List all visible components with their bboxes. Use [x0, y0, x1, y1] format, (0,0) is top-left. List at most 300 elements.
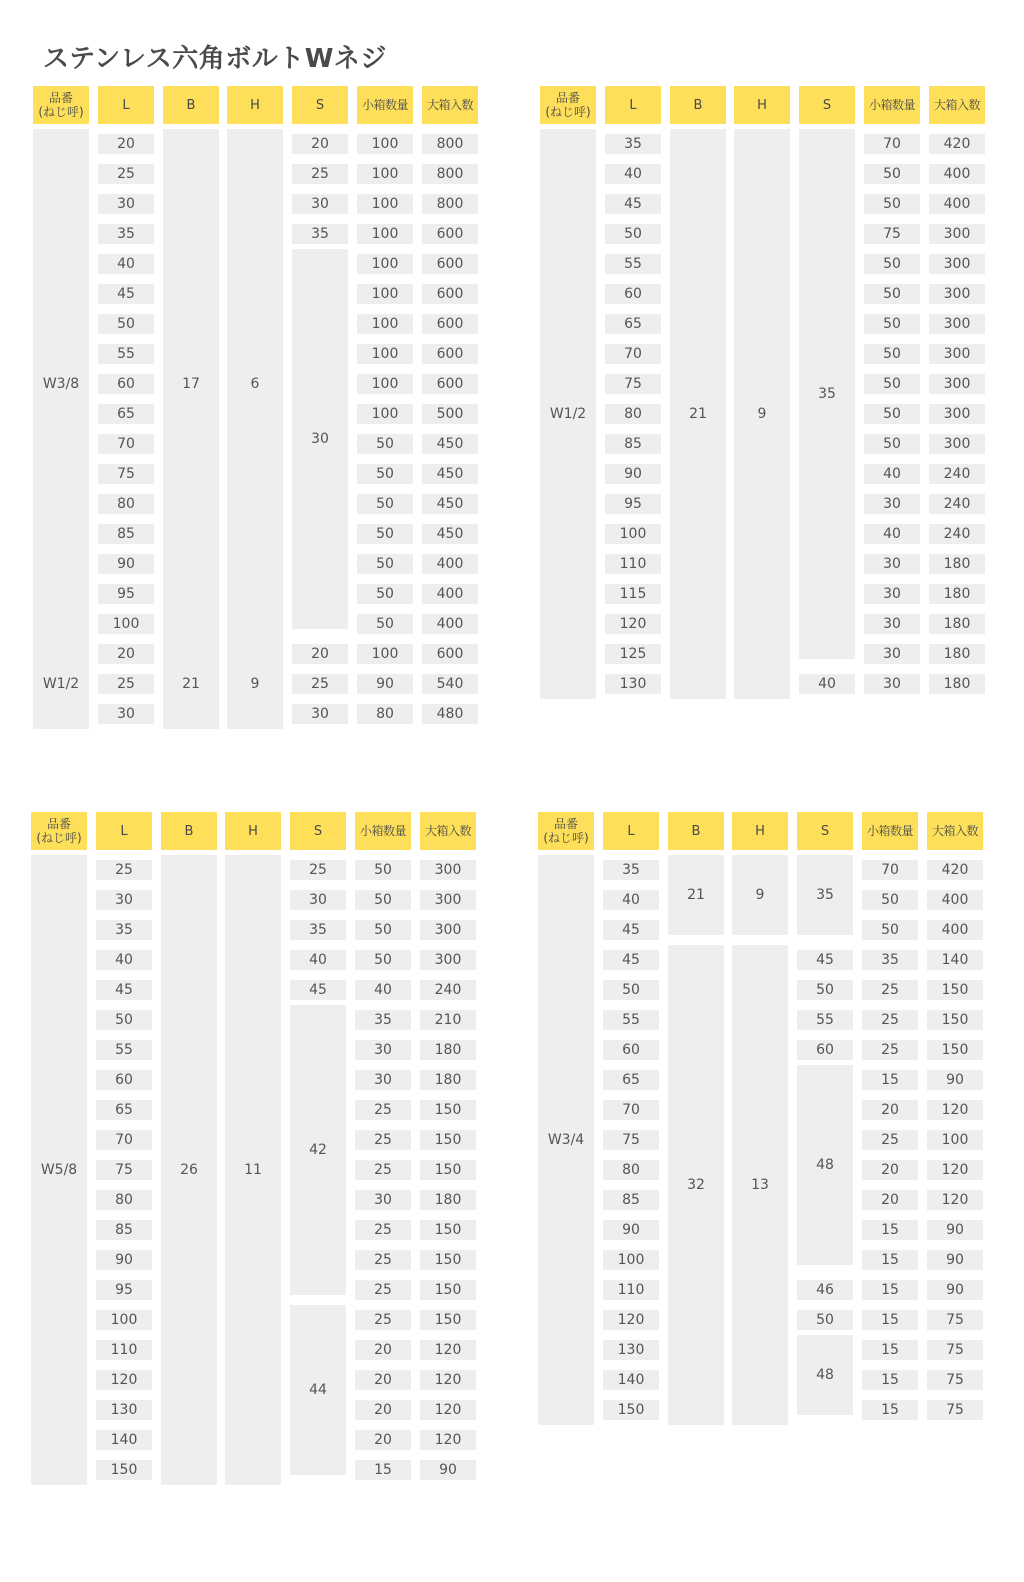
small-box-qty-cell: 15 — [862, 1070, 918, 1090]
length-cell: 130 — [605, 674, 661, 694]
dimension-h-cell: 9 — [227, 639, 283, 729]
small-box-qty-cell: 50 — [864, 254, 920, 274]
header-s: S — [292, 86, 348, 124]
small-box-qty-cell: 35 — [862, 950, 918, 970]
header-part-number-line2: (ねじ呼) — [38, 105, 84, 119]
length-cell: 90 — [605, 464, 661, 484]
length-cell: 130 — [603, 1340, 659, 1360]
length-cell: 55 — [98, 344, 154, 364]
header-h: H — [225, 812, 281, 850]
small-box-qty-cell: 25 — [355, 1310, 411, 1330]
small-box-qty-cell: 15 — [862, 1400, 918, 1420]
length-cell: 85 — [98, 524, 154, 544]
small-box-qty-cell: 40 — [355, 980, 411, 1000]
length-cell: 70 — [605, 344, 661, 364]
thread-length-s-cell: 42 — [290, 1005, 346, 1295]
small-box-qty-cell: 25 — [355, 1250, 411, 1270]
large-box-qty-cell: 400 — [929, 164, 985, 184]
small-box-qty-cell: 15 — [355, 1460, 411, 1480]
thread-length-s-cell: 50 — [797, 1310, 853, 1330]
small-box-qty-cell: 30 — [355, 1040, 411, 1060]
large-box-qty-cell: 540 — [422, 674, 478, 694]
header-part-number-line1: 品番 — [553, 817, 578, 831]
large-box-qty-cell: 400 — [422, 614, 478, 634]
length-cell: 85 — [603, 1190, 659, 1210]
small-box-qty-cell: 25 — [355, 1220, 411, 1240]
large-box-qty-cell: 400 — [927, 920, 983, 940]
thread-length-s-cell: 35 — [797, 855, 853, 935]
large-box-qty-cell: 600 — [422, 644, 478, 664]
dimension-b-cell: 21 — [163, 639, 219, 729]
length-cell: 140 — [96, 1430, 152, 1450]
dimension-b-cell: 21 — [670, 129, 726, 699]
length-cell: 75 — [605, 374, 661, 394]
large-box-qty-cell: 150 — [420, 1160, 476, 1180]
large-box-qty-cell: 800 — [422, 134, 478, 154]
large-box-qty-cell: 300 — [929, 404, 985, 424]
small-box-qty-cell: 100 — [357, 134, 413, 154]
thread-length-s-cell: 20 — [292, 644, 348, 664]
large-box-qty-cell: 90 — [927, 1070, 983, 1090]
length-cell: 45 — [603, 920, 659, 940]
small-box-qty-cell: 100 — [357, 284, 413, 304]
length-cell: 115 — [605, 584, 661, 604]
part-number-cell: W3/4 — [538, 855, 594, 1425]
header-b: B — [670, 86, 726, 124]
length-cell: 130 — [96, 1400, 152, 1420]
header-large-box-qty: 大箱入数 — [927, 812, 983, 850]
length-cell: 120 — [605, 614, 661, 634]
large-box-qty-cell: 600 — [422, 344, 478, 364]
header-h: H — [227, 86, 283, 124]
large-box-qty-cell: 400 — [422, 584, 478, 604]
small-box-qty-cell: 75 — [864, 224, 920, 244]
large-box-qty-cell: 180 — [929, 584, 985, 604]
large-box-qty-cell: 600 — [422, 254, 478, 274]
header-s: S — [290, 812, 346, 850]
small-box-qty-cell: 40 — [864, 464, 920, 484]
large-box-qty-cell: 150 — [420, 1250, 476, 1270]
header-l: L — [603, 812, 659, 850]
small-box-qty-cell: 25 — [355, 1160, 411, 1180]
length-cell: 25 — [98, 674, 154, 694]
length-cell: 80 — [96, 1190, 152, 1210]
length-cell: 50 — [98, 314, 154, 334]
thread-length-s-cell: 35 — [290, 920, 346, 940]
length-cell: 80 — [98, 494, 154, 514]
header-small-box-qty: 小箱数量 — [357, 86, 413, 124]
header-small-box-qty: 小箱数量 — [864, 86, 920, 124]
small-box-qty-cell: 30 — [355, 1190, 411, 1210]
part-number-cell: W1/2 — [540, 129, 596, 699]
length-cell: 35 — [605, 134, 661, 154]
small-box-qty-cell: 35 — [355, 1010, 411, 1030]
length-cell: 65 — [96, 1100, 152, 1120]
length-cell: 60 — [98, 374, 154, 394]
dimension-h-cell: 9 — [734, 129, 790, 699]
small-box-qty-cell: 50 — [355, 920, 411, 940]
small-box-qty-cell: 40 — [864, 524, 920, 544]
small-box-qty-cell: 50 — [864, 404, 920, 424]
length-cell: 45 — [603, 950, 659, 970]
large-box-qty-cell: 90 — [927, 1250, 983, 1270]
thread-length-s-cell: 40 — [799, 674, 855, 694]
length-cell: 55 — [96, 1040, 152, 1060]
thread-length-s-cell: 48 — [797, 1065, 853, 1265]
thread-length-s-cell: 35 — [292, 224, 348, 244]
small-box-qty-cell: 100 — [357, 224, 413, 244]
large-box-qty-cell: 400 — [929, 194, 985, 214]
large-box-qty-cell: 400 — [927, 890, 983, 910]
small-box-qty-cell: 20 — [862, 1100, 918, 1120]
length-cell: 75 — [96, 1160, 152, 1180]
length-cell: 45 — [98, 284, 154, 304]
length-cell: 60 — [96, 1070, 152, 1090]
large-box-qty-cell: 180 — [420, 1070, 476, 1090]
length-cell: 85 — [605, 434, 661, 454]
length-cell: 85 — [96, 1220, 152, 1240]
small-box-qty-cell: 50 — [864, 164, 920, 184]
header-h: H — [734, 86, 790, 124]
large-box-qty-cell: 180 — [929, 674, 985, 694]
header-b: B — [668, 812, 724, 850]
large-box-qty-cell: 75 — [927, 1400, 983, 1420]
length-cell: 110 — [605, 554, 661, 574]
small-box-qty-cell: 20 — [862, 1190, 918, 1210]
large-box-qty-cell: 800 — [422, 194, 478, 214]
dimension-b-cell: 26 — [161, 855, 217, 1485]
length-cell: 50 — [96, 1010, 152, 1030]
small-box-qty-cell: 15 — [862, 1310, 918, 1330]
small-box-qty-cell: 50 — [357, 524, 413, 544]
thread-length-s-cell: 25 — [292, 164, 348, 184]
small-box-qty-cell: 70 — [864, 134, 920, 154]
large-box-qty-cell: 300 — [420, 950, 476, 970]
thread-length-s-cell: 30 — [290, 890, 346, 910]
length-cell: 80 — [603, 1160, 659, 1180]
large-box-qty-cell: 240 — [420, 980, 476, 1000]
dimension-b-cell: 21 — [668, 855, 724, 935]
small-box-qty-cell: 20 — [355, 1400, 411, 1420]
header-l: L — [605, 86, 661, 124]
length-cell: 70 — [603, 1100, 659, 1120]
header-s: S — [799, 86, 855, 124]
large-box-qty-cell: 180 — [420, 1040, 476, 1060]
large-box-qty-cell: 240 — [929, 494, 985, 514]
large-box-qty-cell: 600 — [422, 314, 478, 334]
length-cell: 45 — [96, 980, 152, 1000]
large-box-qty-cell: 150 — [927, 1040, 983, 1060]
header-part-number — [540, 86, 596, 124]
small-box-qty-cell: 25 — [355, 1100, 411, 1120]
length-cell: 100 — [605, 524, 661, 544]
part-number-cell: W3/8 — [33, 129, 89, 639]
header-part-number-line2: (ねじ呼) — [36, 831, 82, 845]
small-box-qty-cell: 15 — [862, 1220, 918, 1240]
small-box-qty-cell: 50 — [357, 614, 413, 634]
large-box-qty-cell: 240 — [929, 524, 985, 544]
length-cell: 100 — [603, 1250, 659, 1270]
header-large-box-qty: 大箱入数 — [422, 86, 478, 124]
dimension-h-cell: 13 — [732, 945, 788, 1425]
large-box-qty-cell: 75 — [927, 1370, 983, 1390]
thread-length-s-cell: 40 — [290, 950, 346, 970]
small-box-qty-cell: 30 — [864, 494, 920, 514]
thread-length-s-cell: 25 — [290, 860, 346, 880]
small-box-qty-cell: 100 — [357, 644, 413, 664]
thread-length-s-cell: 44 — [290, 1305, 346, 1475]
length-cell: 120 — [96, 1370, 152, 1390]
large-box-qty-cell: 120 — [420, 1430, 476, 1450]
large-box-qty-cell: 150 — [420, 1280, 476, 1300]
length-cell: 75 — [98, 464, 154, 484]
small-box-qty-cell: 50 — [357, 434, 413, 454]
small-box-qty-cell: 100 — [357, 344, 413, 364]
large-box-qty-cell: 150 — [420, 1220, 476, 1240]
large-box-qty-cell: 450 — [422, 464, 478, 484]
large-box-qty-cell: 120 — [927, 1160, 983, 1180]
large-box-qty-cell: 300 — [929, 374, 985, 394]
page-title: ステンレス六角ボルトWネジ — [43, 44, 387, 74]
large-box-qty-cell: 150 — [420, 1130, 476, 1150]
large-box-qty-cell: 300 — [929, 314, 985, 334]
small-box-qty-cell: 50 — [357, 494, 413, 514]
header-small-box-qty: 小箱数量 — [355, 812, 411, 850]
length-cell: 25 — [96, 860, 152, 880]
length-cell: 30 — [98, 704, 154, 724]
length-cell: 125 — [605, 644, 661, 664]
small-box-qty-cell: 70 — [862, 860, 918, 880]
large-box-qty-cell: 90 — [420, 1460, 476, 1480]
small-box-qty-cell: 50 — [355, 890, 411, 910]
large-box-qty-cell: 180 — [929, 614, 985, 634]
header-part-number — [538, 812, 594, 850]
large-box-qty-cell: 300 — [929, 434, 985, 454]
large-box-qty-cell: 300 — [420, 920, 476, 940]
thread-length-s-cell: 46 — [797, 1280, 853, 1300]
header-part-number-line1: 品番 — [48, 91, 73, 105]
small-box-qty-cell: 25 — [862, 1040, 918, 1060]
small-box-qty-cell: 50 — [864, 374, 920, 394]
small-box-qty-cell: 20 — [355, 1340, 411, 1360]
small-box-qty-cell: 25 — [355, 1130, 411, 1150]
thread-length-s-cell: 20 — [292, 134, 348, 154]
length-cell: 65 — [605, 314, 661, 334]
header-s: S — [797, 812, 853, 850]
large-box-qty-cell: 300 — [420, 890, 476, 910]
small-box-qty-cell: 30 — [355, 1070, 411, 1090]
header-large-box-qty: 大箱入数 — [420, 812, 476, 850]
length-cell: 90 — [96, 1250, 152, 1270]
small-box-qty-cell: 80 — [357, 704, 413, 724]
large-box-qty-cell: 120 — [927, 1100, 983, 1120]
header-part-number — [33, 86, 89, 124]
length-cell: 95 — [98, 584, 154, 604]
large-box-qty-cell: 180 — [929, 554, 985, 574]
small-box-qty-cell: 50 — [864, 314, 920, 334]
small-box-qty-cell: 25 — [862, 1130, 918, 1150]
header-part-number-line2: (ねじ呼) — [543, 831, 589, 845]
large-box-qty-cell: 450 — [422, 434, 478, 454]
length-cell: 50 — [603, 980, 659, 1000]
small-box-qty-cell: 30 — [864, 644, 920, 664]
small-box-qty-cell: 50 — [355, 860, 411, 880]
dimension-h-cell: 6 — [227, 129, 283, 639]
length-cell: 140 — [603, 1370, 659, 1390]
small-box-qty-cell: 50 — [862, 890, 918, 910]
length-cell: 20 — [98, 134, 154, 154]
large-box-qty-cell: 120 — [420, 1400, 476, 1420]
length-cell: 25 — [98, 164, 154, 184]
dimension-h-cell: 11 — [225, 855, 281, 1485]
length-cell: 20 — [98, 644, 154, 664]
large-box-qty-cell: 500 — [422, 404, 478, 424]
small-box-qty-cell: 100 — [357, 314, 413, 334]
length-cell: 120 — [603, 1310, 659, 1330]
length-cell: 45 — [605, 194, 661, 214]
large-box-qty-cell: 140 — [927, 950, 983, 970]
small-box-qty-cell: 50 — [864, 344, 920, 364]
thread-length-s-cell: 55 — [797, 1010, 853, 1030]
length-cell: 70 — [96, 1130, 152, 1150]
length-cell: 100 — [98, 614, 154, 634]
large-box-qty-cell: 150 — [420, 1310, 476, 1330]
large-box-qty-cell: 100 — [927, 1130, 983, 1150]
large-box-qty-cell: 420 — [927, 860, 983, 880]
length-cell: 95 — [605, 494, 661, 514]
small-box-qty-cell: 50 — [357, 584, 413, 604]
thread-length-s-cell: 45 — [290, 980, 346, 1000]
header-part-number — [31, 812, 87, 850]
large-box-qty-cell: 300 — [929, 284, 985, 304]
length-cell: 35 — [96, 920, 152, 940]
length-cell: 55 — [605, 254, 661, 274]
small-box-qty-cell: 30 — [864, 554, 920, 574]
length-cell: 30 — [96, 890, 152, 910]
small-box-qty-cell: 15 — [862, 1370, 918, 1390]
thread-length-s-cell: 25 — [292, 674, 348, 694]
part-number-cell: W1/2 — [33, 639, 89, 729]
length-cell: 95 — [96, 1280, 152, 1300]
header-h: H — [732, 812, 788, 850]
length-cell: 110 — [603, 1280, 659, 1300]
large-box-qty-cell: 75 — [927, 1340, 983, 1360]
length-cell: 60 — [603, 1040, 659, 1060]
header-l: L — [98, 86, 154, 124]
small-box-qty-cell: 30 — [864, 614, 920, 634]
large-box-qty-cell: 180 — [929, 644, 985, 664]
header-b: B — [161, 812, 217, 850]
dimension-b-cell: 32 — [668, 945, 724, 1425]
large-box-qty-cell: 480 — [422, 704, 478, 724]
length-cell: 110 — [96, 1340, 152, 1360]
length-cell: 35 — [98, 224, 154, 244]
large-box-qty-cell: 600 — [422, 284, 478, 304]
thread-length-s-cell: 35 — [799, 129, 855, 659]
large-box-qty-cell: 210 — [420, 1010, 476, 1030]
header-part-number-line1: 品番 — [555, 91, 580, 105]
length-cell: 75 — [603, 1130, 659, 1150]
length-cell: 65 — [98, 404, 154, 424]
length-cell: 30 — [98, 194, 154, 214]
large-box-qty-cell: 300 — [929, 254, 985, 274]
large-box-qty-cell: 450 — [422, 524, 478, 544]
small-box-qty-cell: 50 — [357, 554, 413, 574]
small-box-qty-cell: 100 — [357, 374, 413, 394]
large-box-qty-cell: 180 — [420, 1190, 476, 1210]
large-box-qty-cell: 300 — [420, 860, 476, 880]
small-box-qty-cell: 90 — [357, 674, 413, 694]
small-box-qty-cell: 25 — [862, 1010, 918, 1030]
header-part-number-line2: (ねじ呼) — [545, 105, 591, 119]
large-box-qty-cell: 120 — [927, 1190, 983, 1210]
large-box-qty-cell: 420 — [929, 134, 985, 154]
small-box-qty-cell: 25 — [862, 980, 918, 1000]
small-box-qty-cell: 50 — [864, 194, 920, 214]
length-cell: 80 — [605, 404, 661, 424]
length-cell: 100 — [96, 1310, 152, 1330]
thread-length-s-cell: 30 — [292, 249, 348, 629]
small-box-qty-cell: 25 — [355, 1280, 411, 1300]
large-box-qty-cell: 600 — [422, 224, 478, 244]
thread-length-s-cell: 60 — [797, 1040, 853, 1060]
length-cell: 90 — [98, 554, 154, 574]
dimension-b-cell: 17 — [163, 129, 219, 639]
length-cell: 35 — [603, 860, 659, 880]
large-box-qty-cell: 120 — [420, 1340, 476, 1360]
length-cell: 40 — [605, 164, 661, 184]
large-box-qty-cell: 150 — [420, 1100, 476, 1120]
large-box-qty-cell: 300 — [929, 224, 985, 244]
length-cell: 55 — [603, 1010, 659, 1030]
small-box-qty-cell: 15 — [862, 1250, 918, 1270]
large-box-qty-cell: 300 — [929, 344, 985, 364]
large-box-qty-cell: 90 — [927, 1220, 983, 1240]
small-box-qty-cell: 50 — [862, 920, 918, 940]
small-box-qty-cell: 15 — [862, 1280, 918, 1300]
large-box-qty-cell: 400 — [422, 554, 478, 574]
large-box-qty-cell: 800 — [422, 164, 478, 184]
header-large-box-qty: 大箱入数 — [929, 86, 985, 124]
header-part-number-line1: 品番 — [46, 817, 71, 831]
large-box-qty-cell: 600 — [422, 374, 478, 394]
large-box-qty-cell: 120 — [420, 1370, 476, 1390]
large-box-qty-cell: 90 — [927, 1280, 983, 1300]
small-box-qty-cell: 20 — [355, 1430, 411, 1450]
large-box-qty-cell: 150 — [927, 980, 983, 1000]
small-box-qty-cell: 30 — [864, 674, 920, 694]
dimension-h-cell: 9 — [732, 855, 788, 935]
length-cell: 40 — [96, 950, 152, 970]
small-box-qty-cell: 50 — [864, 284, 920, 304]
header-l: L — [96, 812, 152, 850]
small-box-qty-cell: 30 — [864, 584, 920, 604]
large-box-qty-cell: 240 — [929, 464, 985, 484]
small-box-qty-cell: 50 — [357, 464, 413, 484]
thread-length-s-cell: 30 — [292, 194, 348, 214]
length-cell: 65 — [603, 1070, 659, 1090]
length-cell: 150 — [603, 1400, 659, 1420]
header-small-box-qty: 小箱数量 — [862, 812, 918, 850]
small-box-qty-cell: 50 — [864, 434, 920, 454]
small-box-qty-cell: 100 — [357, 164, 413, 184]
large-box-qty-cell: 450 — [422, 494, 478, 514]
large-box-qty-cell: 75 — [927, 1310, 983, 1330]
thread-length-s-cell: 45 — [797, 950, 853, 970]
thread-length-s-cell: 50 — [797, 980, 853, 1000]
part-number-cell: W5/8 — [31, 855, 87, 1485]
small-box-qty-cell: 20 — [355, 1370, 411, 1390]
